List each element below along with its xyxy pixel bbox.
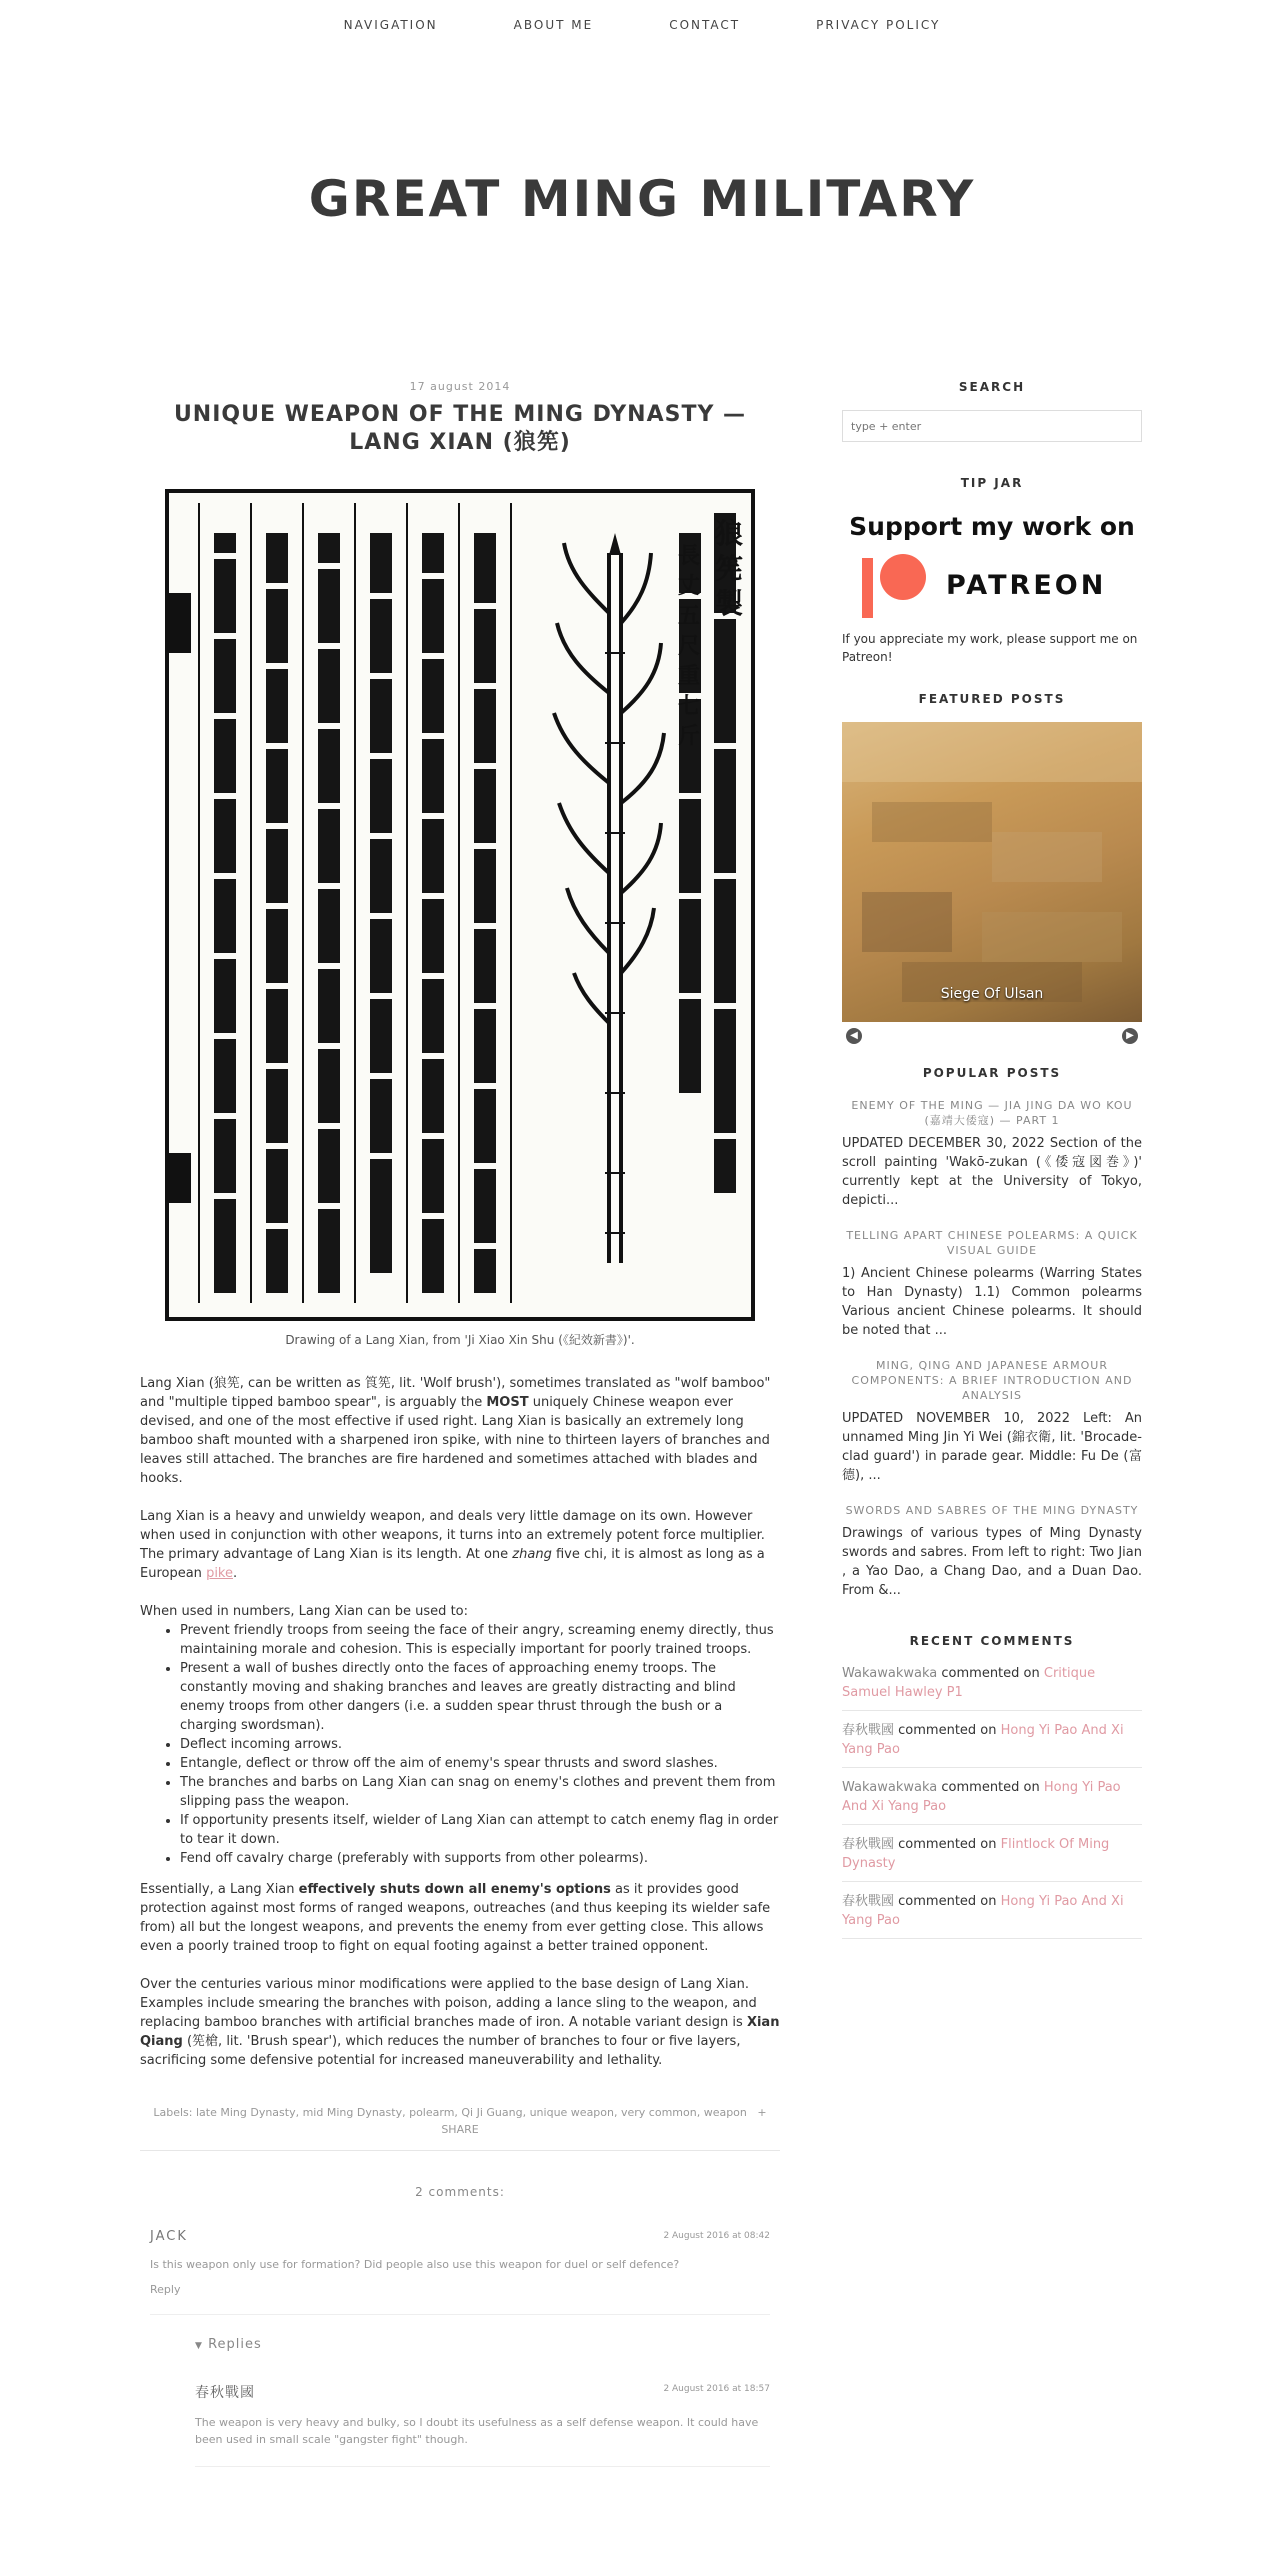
featured-image <box>842 722 1142 1022</box>
post-date: 17 august 2014 <box>409 380 511 393</box>
recent-comment-verb: commented on <box>898 1723 997 1738</box>
recent-comment-verb: commented on <box>898 1894 997 1909</box>
post-body <box>140 1374 780 2070</box>
search-widget-title: SEARCH <box>958 380 1026 394</box>
popular-posts-title: POPULAR POSTS <box>922 1066 1062 1080</box>
patreon-wordmark: PATREON <box>946 570 1107 601</box>
paragraph-5 <box>140 1975 780 2070</box>
reply-button[interactable]: Reply <box>150 2283 181 2296</box>
reply-author[interactable]: 春秋戰國 <box>195 2385 255 2401</box>
list-item: • Prevent friendly troops from seeing the face of their angry, screaming enemy directly, thus maintaining morale and cohesion. This is especially important for poorly trained troops. <box>180 1621 780 1659</box>
nav-contact[interactable]: CONTACT <box>669 18 741 32</box>
p5-text-a: Over the centuries various minor modifications were applied to the base design of Lang Xian. Examples include smearing the branches with poison, adding a lance sling to the weapon, and replacing bamboo branches with artificial branches made of iron. A notable variant design is <box>140 1977 757 2030</box>
figure-note-char-7: 斤 <box>677 724 701 749</box>
tip-text: If you appreciate my work, please support me on Patreon! <box>842 632 1138 664</box>
site-title[interactable]: GREAT MING MILITARY <box>308 170 976 228</box>
featured-posts-title: FEATURED POSTS <box>918 692 1066 706</box>
recent-comment-post[interactable]: Hong Yi Pao And Xi Yang Pao <box>842 1780 1121 1814</box>
p5-text-b: (筅槍, lit. 'Brush spear'), which reduces the number of branches to four or five layers, sacrificing some defensive potential for increased maneuverability and lethality. <box>140 2034 741 2068</box>
comment-date[interactable]: 2 August 2016 at 08:42 <box>663 2231 770 2241</box>
post-title[interactable]: UNIQUE WEAPON OF THE MING DYNASTY — LANG XIAN (狼筅) <box>173 402 747 455</box>
reply-date[interactable]: 2 August 2016 at 18:57 <box>663 2384 770 2394</box>
paragraph-4 <box>140 1880 780 1956</box>
replies-toggle[interactable] <box>195 2337 780 2352</box>
popular-post <box>842 1098 1142 1210</box>
popular-post-title[interactable]: SWORDS AND SABRES OF THE MING DYNASTY <box>845 1504 1139 1517</box>
p2-text-a: Lang Xian is a heavy and unwieldy weapon, and deals very little damage on its own. However when used in conjunction with other weapons, it turns into an extremely potent force multiplier. The primary advantage of Lang Xian is its length. At one <box>140 1509 765 1562</box>
reply-comment <box>195 2382 780 2467</box>
p4-bold: effectively shuts down all enemy's options <box>298 1882 611 1897</box>
popular-post <box>842 1228 1142 1340</box>
recent-comment-author[interactable]: Wakawakwaka <box>842 1666 938 1681</box>
p2-text-c: . <box>233 1566 238 1581</box>
labels-list[interactable]: Labels: late Ming Dynasty, mid Ming Dynasty, polearm, Qi Ji Guang, unique weapon, very common, weapon <box>153 2106 747 2119</box>
comments-count: 2 comments: <box>415 2185 505 2199</box>
reply-text: The weapon is very heavy and bulky, so I doubt its usefulness as a self defense weapon. It could have been used in small scale "gangster fight" though. <box>195 2416 759 2446</box>
post-labels <box>140 2104 780 2151</box>
recent-comment-author[interactable]: 春秋戰國 <box>842 1837 895 1852</box>
featured-post-slide[interactable] <box>842 722 1142 1022</box>
caret-down-icon: ▼ <box>195 2341 203 2351</box>
p1-text-b: uniquely Chinese weapon ever devised, and one of the most effective if used right. Lang Xian is basically an extremely long bamboo shaft mounted with a sharpened iron spike, with nine to thirteen layers of branches and leaves still attached. The branches are fire hardened and sometimes attached with blades and hooks. <box>140 1395 770 1486</box>
nav-privacy-policy[interactable]: PRIVACY POLICY <box>816 18 941 32</box>
recent-comment-post[interactable]: Flintlock Of Ming Dynasty <box>842 1837 1110 1871</box>
figure-note-char-5: 重 <box>677 664 701 689</box>
recent-comment-verb: commented on <box>941 1666 1040 1681</box>
paragraph-1 <box>140 1374 780 1488</box>
recent-comment-post[interactable]: Hong Yi Pao And Xi Yang Pao <box>842 1723 1124 1757</box>
recent-comment <box>842 1825 1142 1882</box>
popular-post <box>842 1358 1142 1485</box>
figure-note-char-6: 七 <box>677 694 701 719</box>
chevron-left-icon[interactable]: ◀ <box>846 1028 862 1044</box>
popular-post-title[interactable]: TELLING APART CHINESE POLEARMS: A QUICK VISUAL GUIDE <box>846 1229 1138 1257</box>
popular-post-snippet: 1) Ancient Chinese polearms (Warring States to Han Dynasty) 1.1) Common polearms Various ancient Chinese polearms. It should be noted that ... <box>842 1266 1142 1338</box>
slider-navigation <box>842 1028 1142 1048</box>
list-item: • Deflect incoming arrows. <box>180 1735 780 1754</box>
list-item: • Entangle, deflect or throw off the aim of enemy's spear thrusts and sword slashes. <box>180 1754 780 1773</box>
chevron-right-icon[interactable]: ▶ <box>1122 1028 1138 1044</box>
figure-note-char-3: 五 <box>677 604 701 629</box>
nav-navigation[interactable]: NAVIGATION <box>343 18 438 32</box>
patreon-logo-icon <box>862 554 932 624</box>
figure-title-char-2: 筅 <box>714 552 744 585</box>
recent-comment-post[interactable]: Critique Samuel Hawley P1 <box>842 1666 1096 1700</box>
popular-post-snippet: UPDATED NOVEMBER 10, 2022 Left: An unnamed Ming Jin Yi Wei (錦衣衛, lit. 'Brocade-clad guard') in parade gear. Middle: Fu De (富德), ... <box>842 1411 1142 1483</box>
figure-note-char-2: 丈 <box>677 574 701 599</box>
recent-comment-verb: commented on <box>941 1780 1040 1795</box>
patreon-banner[interactable] <box>842 512 1142 622</box>
lang-xian-drawing <box>165 489 755 1321</box>
patreon-support-text: Support my work on <box>849 512 1135 541</box>
p4-text-b: as it provides good protection against most forms of ranged weapons, outreaches (and thus keeping its wielder safe from) all but the longest weapons, and prevents the enemy from ever getting close. This allows even a poorly trained troop to fight on equal footing against a better trained opponent. <box>140 1882 771 1954</box>
pike-link[interactable]: pike <box>206 1566 233 1581</box>
comment-text: Is this weapon only use for formation? Did people also use this weapon for duel or self defence? <box>150 2258 680 2271</box>
recent-comment <box>842 1711 1142 1768</box>
top-navigation <box>0 18 1284 32</box>
list-item: • If opportunity presents itself, wielder of Lang Xian can attempt to catch enemy flag in order to tear it down. <box>180 1811 780 1849</box>
list-item: • Fend off cavalry charge (preferably with supports from other polearms). <box>180 1849 780 1868</box>
recent-comment <box>842 1768 1142 1825</box>
comment-author[interactable]: JACK <box>150 2229 188 2244</box>
figure-title-char-1: 狼 <box>714 517 744 550</box>
featured-post-caption: Siege Of Ulsan <box>940 986 1044 1002</box>
comment <box>140 2229 780 2315</box>
main-content <box>140 380 780 2467</box>
recent-comments-title: RECENT COMMENTS <box>909 1634 1075 1648</box>
woodblock-illustration <box>169 493 751 1317</box>
recent-comment-post[interactable]: Hong Yi Pao And Xi Yang Pao <box>842 1894 1124 1928</box>
p2-text-b: five chi, it is almost as long as a European <box>140 1547 765 1581</box>
list-item: • The branches and barbs on Lang Xian can snag on enemy's clothes and prevent them from slipping pass the weapon. <box>180 1773 780 1811</box>
paragraph-2 <box>140 1507 780 1583</box>
popular-post <box>842 1503 1142 1600</box>
recent-comment-author[interactable]: 春秋戰國 <box>842 1723 895 1738</box>
p1-bold: MOST <box>486 1395 529 1410</box>
search-input[interactable] <box>842 410 1142 442</box>
comment-divider <box>150 2314 770 2315</box>
recent-comment-author[interactable]: Wakawakwaka <box>842 1780 938 1795</box>
popular-post-title[interactable]: ENEMY OF THE MING — JIA JING DA WO KOU (嘉靖大倭寇) — PART 1 <box>851 1099 1133 1127</box>
p4-text-a: Essentially, a Lang Xian <box>140 1882 299 1897</box>
popular-post-title[interactable]: MING, QING AND JAPANESE ARMOUR COMPONENTS: A BRIEF INTRODUCTION AND ANALYSIS <box>851 1359 1133 1402</box>
figure-title-char-3: 製 <box>714 587 744 620</box>
recent-comment <box>842 1882 1142 1939</box>
figure-note-char-1: 長 <box>677 544 701 569</box>
list-item: • Present a wall of bushes directly onto the faces of approaching enemy troops. The constantly moving and shaking branches and leaves are greatly distracting and blind enemy troops from other dangers (i.e. a sudden spear thrust through the bush or a charging swordsman). <box>180 1659 780 1735</box>
reply-divider <box>195 2466 770 2467</box>
p1-text-a: Lang Xian (狼筅, can be written as 筤筅, lit. 'Wolf brush'), sometimes translated as "wolf bamboo" and "multiple tipped bamboo spear", is arguably the <box>140 1376 771 1410</box>
replies-label: Replies <box>208 2337 262 2352</box>
uses-list <box>180 1621 780 1868</box>
paragraph-3-intro: When used in numbers, Lang Xian can be used to: <box>140 1604 468 1619</box>
share-button[interactable]: + SHARE <box>441 2106 767 2136</box>
figure-note-char-4: 尺 <box>677 634 701 659</box>
sidebar <box>842 380 1142 1939</box>
popular-post-snippet: Drawings of various types of Ming Dynasty swords and sabres. From left to right: Two Jian , a Yao Dao, a Chang Dao, and a Duan Dao. From &... <box>842 1526 1142 1598</box>
p2-italic: zhang <box>512 1547 552 1562</box>
popular-post-snippet: UPDATED DECEMBER 30, 2022 Section of the scroll painting 'Wakō-zukan (《倭寇図巻》)' currently kept at the University of Tokyo, depicti... <box>842 1136 1142 1208</box>
tip-jar-title: TIP JAR <box>960 476 1024 490</box>
recent-comment-verb: commented on <box>898 1837 997 1852</box>
figure-caption: Drawing of a Lang Xian, from 'Ji Xiao Xin Shu (《紀效新書》)'. <box>285 1333 635 1347</box>
p5-bold: Xian Qiang <box>140 2015 780 2049</box>
recent-comment-author[interactable]: 春秋戰國 <box>842 1894 895 1909</box>
nav-about-me[interactable]: ABOUT ME <box>513 18 594 32</box>
recent-comment <box>842 1654 1142 1711</box>
